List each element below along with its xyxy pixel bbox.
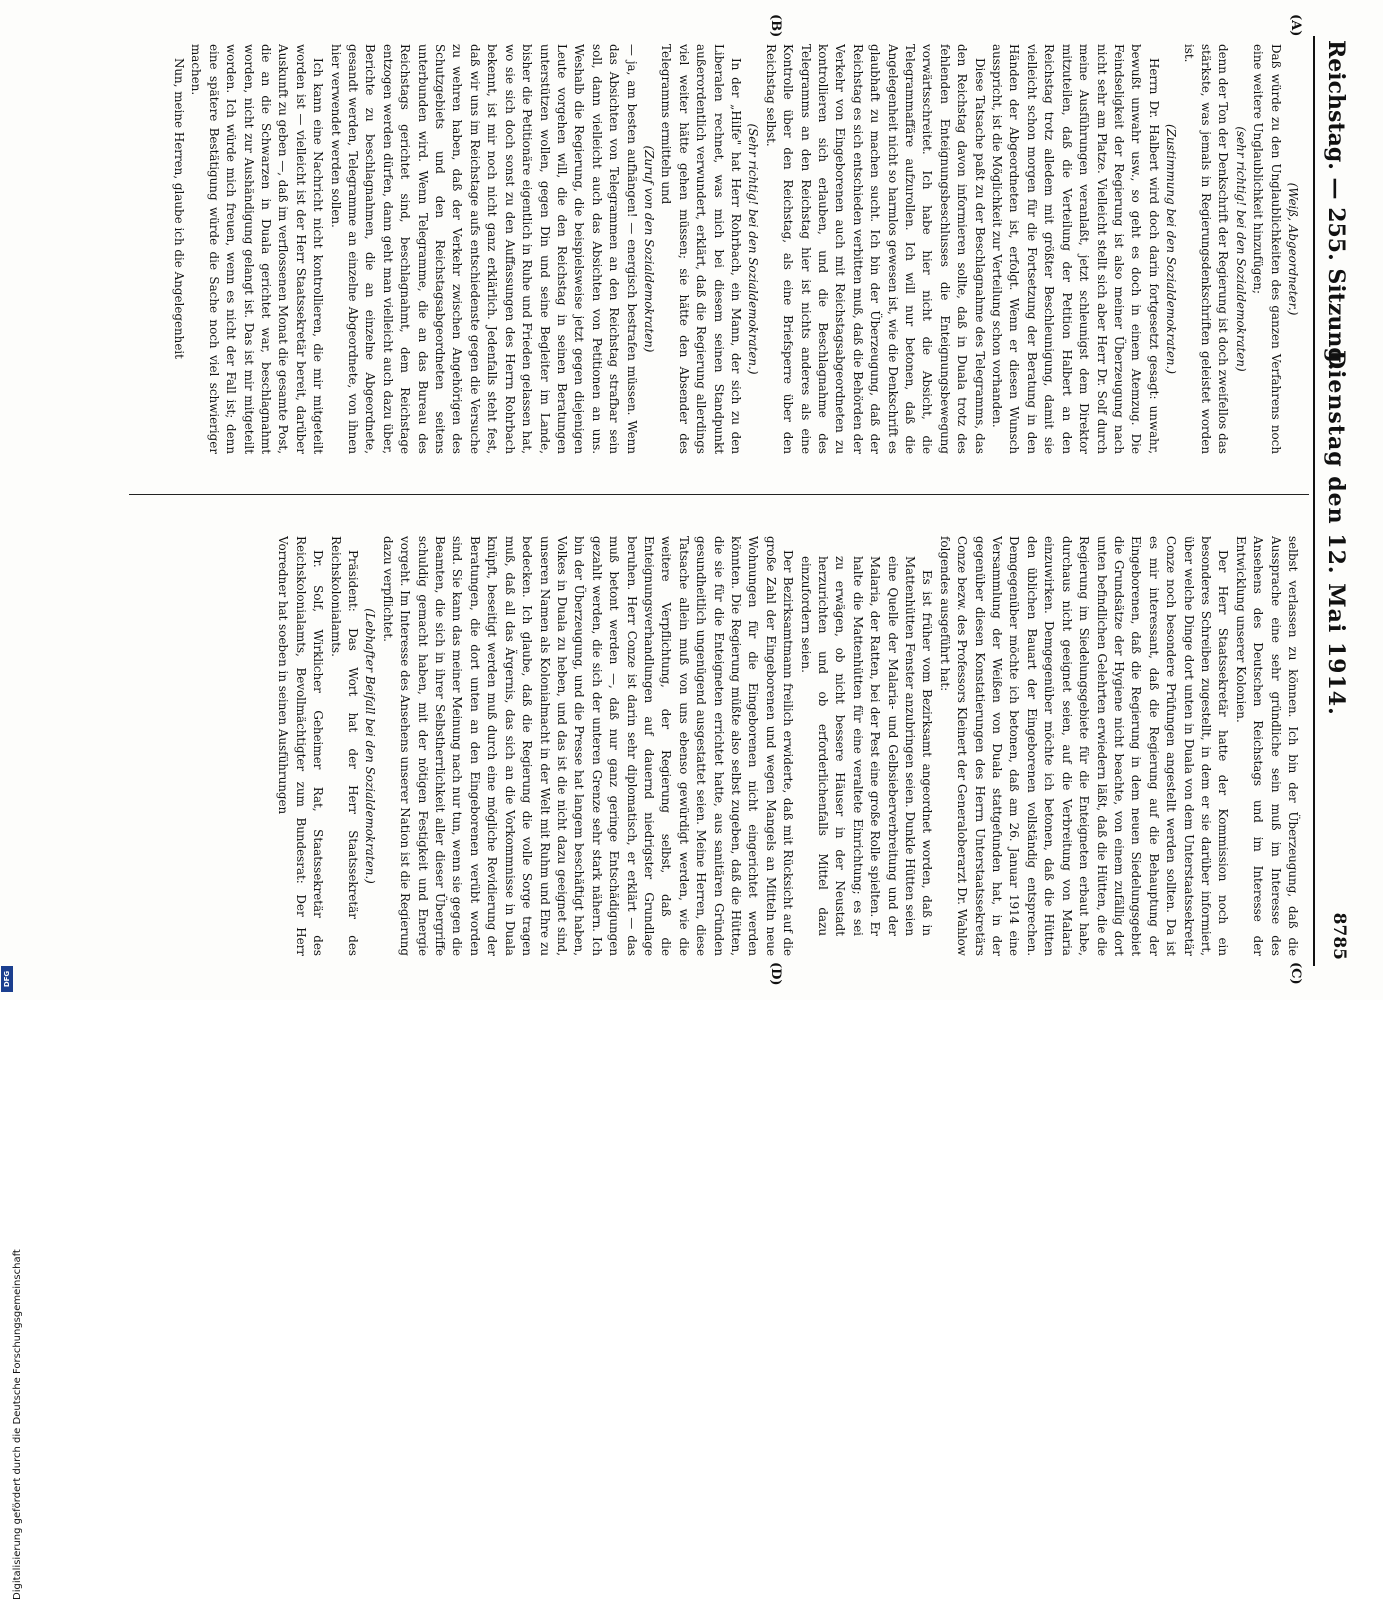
- paragraph: (Zuruf von den Sozialdemokraten): [641, 145, 656, 353]
- paragraph: selbst verlassen zu können. Ich bin der Überzeugung, daß die Aussprache eine sehr gründliche sein muß im Interesse des Ansehens des Deutschen Reichstags und im Interesse der Entwicklung unserer Kolonien.: [1233, 536, 1300, 956]
- paragraph: Herrn Dr. Halbert wird doch darin fortgesetzt gesagt: unwahr, bewußt unwahr usw., so geht es doch in einem Atemzug. Die Feindseligkeit der Regierung ist also meiner Überzeugung nach nicht sehr am Platze. Vielleicht stellt sich aber Herr Dr. Solf durch meine Ausführungen veranlaßt, jetzt schleunigst dem Direktor mitzuteilen, daß die Verteilung der Petition Halbert an den Reichstag trotz alledem mit größter Beschleunigung, damit sie vielleicht schon morgen für die Fortsetzung der Beratung in den Händen der Abgeordneten ist, erfolgt. Wenn er diesen Wunsch ausspricht, ist die Möglichkeit zur Verteilung schon vorhanden.: [990, 44, 1161, 454]
- paragraph: (Sehr richtig! bei den Sozialdemokraten.): [746, 123, 761, 375]
- paragraph: — ja, am besten aufhängen! — energisch bestrafen müssen. Wenn das Absichten von Telegrammen an den Reichstag strafbar sein soll, dann vielleicht auch das Absichten von Petitionen an uns. Weshalb die Regierung, die beispielsweise jetzt gegen diejenigen Leute vorgehen will, die den Reichstag in seinen Beratungen unterstützen wollen, gegen Din und seine Begleiter im Lande, bisher die Petitionäre eigentlich in Ruhe und Frieden gelassen hat, wo sie sich doch sonst zu den Auffassungen des Herrn Rohrbach bekennt, ist mir noch nicht ganz erklärlich. Jedenfalls steht fest, daß wir uns im Reichstage aufs entschiedenste gegen die Versuche zu wehren haben, daß der Verkehr zwischen Angehörigen des Schutzgebiets und den Reichstagsabgeordneten seitens unterbunden wird. Wenn Telegramme, die an das Bureau des Reichstags gerichtet sind, beschlagnahmt, dem Reichstage entzogen werden dürfen, dann geht man vielleicht auch dazu über, Berichte zu beschlagnahmen, die an einzelne Abgeordnete, gesandt werden, Telegramme an einzelne Abgeordnete, von ihnen hier verwendet werden sollen.: [328, 44, 639, 454]
- margin-mark-b: (B): [768, 14, 783, 38]
- paragraph: Dr. Solf, Wirklicher Geheimer Rat, Staatssekretär des Reichskolonialamts, Bevollmächtigter zum Bundesrat: Der Herr Vorredner hat soeben in seinen Ausführungen: [276, 536, 326, 956]
- paragraph: In der „Hilfe" hat Herr Rohrbach, ein Mann, der sich zu den Liberalen rechnet, was mich bei diesem seinen Standpunkt außerordentlich verwundert, erklärt, daß die Regierung allerdings viel weiter hätte gehen müssen; sie hätte den Absender des Telegramms ermitteln und: [659, 44, 743, 454]
- paragraph: Der Bezirksamtmann freilich erwiderte, daß mit Rücksicht auf die große Zahl der Eingeborenen und wegen Mangels an Mitteln neue Wohnungen für die Eingeborenen nicht eingerichtet werden könnten. Die Regierung müßte also selbst zugeben, daß die Hütten, die sie für die Enteigneten errichtet hatte, aus sanitären Gründen gesundheitlich ungenügend ausgestattet seien. Meine Herren, diese Tatsache allein muß von uns ebenso gewürdigt werden, wie die weitere Verpflichtung, der Regierung selbst, daß die Enteignungsverhandlungen auf dauernd niedrigster Grundlage beruhen. Herr Conze ist darin sehr diplomatisch, er erklärt — das muß betont werden —, daß nur ganz geringe Entschädigungen gezahlt werden, die sich der unteren Grenze sehr stark nähern. Ich bin der Überzeugung, und die Presse hat langem beschäftigt haben, Volkes in Duala zu heben, und das ist die nicht dazu geeignet sind, unseren Namen als Kolonialmacht in der Welt mit Ruhm und Ehre zu bedecken. Ich glaube, daß die Regierung die volle Sorge tragen muß, daß all das Ärgernis, das sich an die Vorkommnisse in Duala knüpft, beseitigt werden muß durch eine mögliche Revidierung der Beratungen, die dort unten an den Eingeborenen verübt worden sind. Sie kann das meiner Meinung nach nur tun, wenn sie gegen die Beamten, die sich in ihrer Selbstherrlichkeit aller dieser Übergriffe schuldig gemacht haben, mit der nötigen Festigkeit und Energie vorgeht. Im Interesse des Ansehens unserer Nation ist die Regierung dazu verpflichtet.: [380, 536, 796, 956]
- paragraph: Nun, meine Herren, glaube ich die Angelegenheit: [172, 58, 186, 359]
- funding-note: [2, 605, 23, 1600]
- paragraph: (Zustimmung bei den Sozialdemokraten.): [1164, 123, 1179, 375]
- rotated-page-content: [78, 0, 1383, 1000]
- margin-mark-d: (D): [768, 962, 783, 986]
- margin-mark-c: (C): [1288, 962, 1303, 985]
- dfg-logo-text: DFG: [3, 970, 11, 988]
- funding-note-text: Digitalisierung gefördert durch die Deutsche Forschungsgemeinschaft: [12, 1249, 23, 1600]
- paragraph: Diese Tatsache paßt zu der Beschlagnahme des Telegramms, das den Reichstag davon informieren sollte, daß in Duala trotz des fehlenden Enteignungsbeschlusses die Enteignungsbewegung vorwärtsschreitet. Ich habe hier nicht die Absicht, die Telegrammaffäre aufzurollen. Ich will nur betonen, daß die Angelegenheit nicht so harmlos gewesen ist, wie die Denkschrift es glaubhaft zu machen sucht. Ich bin der Überzeugung, daß der Reichstag es sich entschieden verbitten muß, daß die Behörden der Verkehr von Eingeborenen auch mit Reichstagsabgeordneten zu kontrollieren sich erlauben, und die Beschlagnahme des Telegramms an den Reichstag hier ist nichts anderes als eine Kontrolle über den Reichstag, als eine Briefsperre über den Reichstag selbst.: [763, 44, 987, 454]
- column-divider: [129, 494, 1309, 495]
- page-number: 8785: [1329, 912, 1349, 960]
- paragraph: (Weiß, Abgeordneter.): [1286, 182, 1300, 316]
- left-text-column: [131, 44, 1301, 454]
- right-text-column: [131, 536, 1301, 956]
- paragraph: Präsident: Das Wort hat der Herr Staatssekretär des Reichskolonialamts.: [328, 536, 361, 956]
- margin-mark-a: (A): [1288, 14, 1303, 37]
- paragraph: Es ist früher vom Bezirksamt angeordnet worden, daß in Mattenhütten Fenster anzubringen seien. Dunkle Hütten seien eine Quelle der Malaria- und Gelbsieberverbreitung und der Malaria, der Ratten, bei der Pest eine große Rolle spielten. Er halte die Mattenhütten für eine veraltete Einrichtung; es sei zu erwägen, ob nicht bessere Häuser in der Neustadt herzurichten und ob erforderlichenfalls Mittel dazu einzufordern seien.: [798, 556, 935, 936]
- header-date: Dienstag den 12. Mai 1914.: [1323, 350, 1349, 716]
- paragraph: Daß würde zu den Unglaublichkeiten des ganzen Verfahrens noch eine weitere Unglaublichkeit hinzufügen;: [1251, 44, 1283, 454]
- paragraph: (sehr richtig! bei den Sozialdemokraten): [1233, 126, 1248, 372]
- header-left: Reichstag. — 255. Sitzung.: [1323, 40, 1349, 371]
- paragraph: (Lebhafter Beifall bei den Sozialdemokraten.): [363, 608, 378, 884]
- running-header: [1317, 40, 1357, 960]
- dfg-logo-icon: [1, 966, 13, 992]
- paragraph: Ich kann eine Nachricht nicht kontrollieren, die mir mitgeteilt worden ist — vielleicht ist der Herr Staatssekretär bereit, darüber Auskunft zu geben —, daß im verflossenen Monat die gesamte Post, die an die Schwarzen in Duala gerichtet war, beschlagnahmt worden, nicht zur Aushändigung gelangt ist. Das ist mir mitgeteilt worden. Ich würde mich freuen, wenn es nicht der Fall ist; denn eine spätere Bestätigung würde die Sache noch viel schwieriger machen.: [189, 44, 326, 454]
- header-rule: [1313, 36, 1315, 966]
- paragraph: Der Herr Staatssekretär hatte der Kommission noch ein besonderes Schreiben zugestellt, in dem er sie darüber informiert, über welche Dinge dort unten in Duala von dem Unterstaatssekretär Conze noch besondere Prüfungen angestellt werden sollten. Da ist es mir interessant, daß die Regierung auf die Behauptung der Eingeborenen, daß die Regierung in dem neuen Siedelungsgebiet die Grundsätze der Hygiene nicht beachte, von einem zufällig dort unten befindlichen Gelehrten erwiedern läßt, daß die Hütten, die die Regierung im Siedelungsgebiete für die Enteigneten erbaut habe, durchaus nicht geeignet seien, auf die Verbreitung von Malaria einzuwirken. Demgegenüber möchte ich betonen, daß die Hütten den üblichen Bauart der Eingeborenen vollständig entsprechen. Demgegenüber möchte ich betonen, daß am 26. Januar 1914 eine Versammlung der Weißen von Duala stattgefunden hat, in der gegenüber diesen Konstatierungen des Herrn Unterstaatssekretärs Conze bezw. des Professors Kleinert der Generaloberarzt Dr. Wahlow folgendes ausgeführt hat:: [937, 536, 1231, 956]
- paragraph: denn der Ton der Denkschrift der Regierung ist doch zweifellos das stärkste, was jemals in Regierungsdenkschriften geleistet worden ist.: [1181, 44, 1231, 454]
